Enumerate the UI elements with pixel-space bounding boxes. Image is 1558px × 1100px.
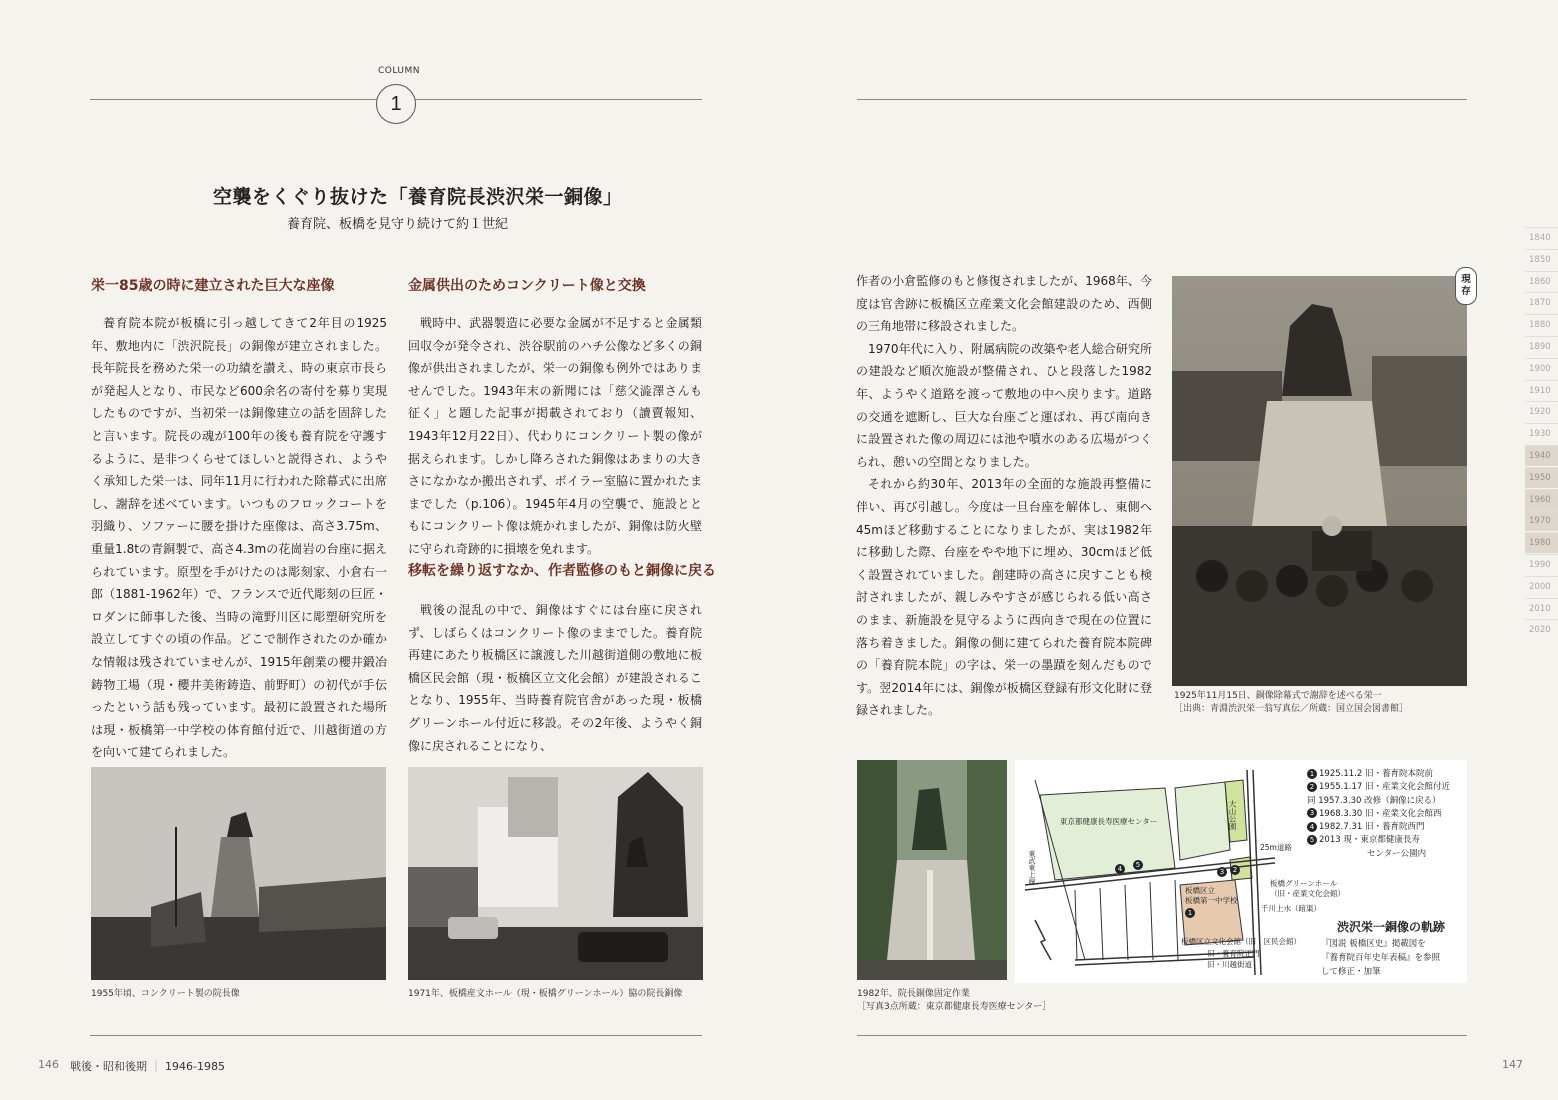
legend-num-1: 1 [1307, 769, 1317, 779]
legend-row-4 [1307, 821, 1465, 834]
legend-place-2b: 改修（銅像に戻る） [1364, 795, 1441, 806]
photo-fixing-1982 [857, 760, 1007, 980]
legend-num-3: 3 [1307, 808, 1317, 818]
legend-num-4: 4 [1307, 822, 1317, 832]
legend-date-3: 1968.3.30 [1319, 808, 1363, 819]
caption-unveiling-line1: 1925年11月15日、銅像除幕式で謝辞を述べる栄一 [1174, 691, 1382, 701]
photo-1971-illustration [408, 767, 703, 980]
caption-photo-1982 [857, 988, 1051, 1014]
legend-place-1: 旧・養育院本院前 [1364, 769, 1433, 779]
section-body-2: 戦時中、武器製造に必要な金属が不足すると金属類回収令が発令され、渋谷駅前のハチ公像など多くの銅像が供出されましたが、栄一の銅像も例外ではありませんでした。1943年末の新聞には「慈父澁澤さんも征く」と題した記事が掲載されており（讀賣報知、1943年12月22日）、代わりにコンクリート製の像が据えられます。しかし降ろされた銅像はあまりの大きさになかなか搬出されず、ボイラー室脇に置かれたままでした（p.106）。1945年4月の空襲で、施設とともにコンクリート像は焼かれましたが、銅像は防火壁に守られ奇跡的に損壊を免れます。 [408, 316, 702, 556]
page-number-right: 147 [1502, 1058, 1523, 1071]
timeline-year-1950: 1950 [1525, 467, 1558, 488]
article-subtitle: 養育院、板橋を見守り続けて約１世紀 [287, 217, 509, 232]
column-number-badge: 1 [376, 84, 416, 124]
footer-era [70, 1058, 225, 1074]
legend-date-1: 1925.11.2 [1319, 769, 1363, 779]
map-label-seimon: 旧・養育院正門 [1207, 949, 1260, 958]
map-greenhall-line2: （旧・産業文化会館） [1270, 889, 1345, 898]
statue-trajectory-map [1015, 760, 1467, 983]
timeline-year-1930: 1930 [1525, 423, 1558, 444]
timeline-year-2010: 2010 [1525, 598, 1558, 619]
bottom-rule-right [857, 1035, 1467, 1036]
map-note-line2: 『養育院百年史年表稿』を参照 [1321, 953, 1441, 963]
timeline-year-2000: 2000 [1525, 576, 1558, 597]
map-label-senkawa: 千川上水（暗渠） [1261, 904, 1321, 913]
timeline-year-1850: 1850 [1525, 249, 1558, 270]
badge-char-2: 存 [1461, 286, 1471, 297]
photo-concrete-statue-1955 [91, 767, 386, 980]
caption-photo-1955: 1955年頃、コンクリート製の院長像 [91, 989, 240, 999]
caption-unveiling-line2: ［出典：青淵渋沢栄一翁写真伝／所蔵：国立国会図書館］ [1174, 704, 1409, 714]
map-note [1321, 937, 1440, 979]
map-marker-3: 3 [1217, 867, 1227, 877]
timeline-year-1880: 1880 [1525, 314, 1558, 335]
map-title: 渋沢栄一銅像の軌跡 [1337, 920, 1446, 934]
legend-date-2: 1955.1.17 [1319, 782, 1363, 793]
timeline-year-2020: 2020 [1525, 619, 1558, 640]
bottom-rule-left [90, 1035, 702, 1036]
timeline-year-1960: 1960 [1525, 489, 1558, 510]
map-label-bunka: 板橋区立文化会館（旧・区民会館） [1181, 937, 1301, 946]
top-rule-right [857, 99, 1467, 100]
badge-char-1: 現 [1461, 274, 1471, 285]
legend-place-5: 現・東京都健康長寿 [1343, 835, 1420, 846]
timeline-year-1840: 1840 [1525, 227, 1558, 248]
map-label-tobu: 東武東上線 [1028, 850, 1036, 885]
section-heading-1: 栄一85歳の時に建立された巨大な座像 [91, 278, 335, 294]
map-marker-1: 1 [1185, 908, 1195, 918]
section-body-3: 戦後の混乱の中で、銅像はすぐには台座に戻されず、しばらくはコンクリート像のままでした。養育院再建にあたり板橋区に譲渡した川越街道側の敷地に板橋区民会館（現・板橋区立文化会館）が建設されることなり、1955年、当時養育院官舎があった現・板橋グリーンホール付近に移設。その2年後、ようやく銅像に戻されることになり、 [408, 603, 702, 753]
timeline-year-1890: 1890 [1525, 336, 1558, 357]
timeline-year-1990: 1990 [1525, 554, 1558, 575]
map-label-kawagoe: 旧・川越街道 [1207, 960, 1252, 969]
page-number-left: 146 [38, 1058, 59, 1071]
caption-1982-line2: ［写真3点所蔵：東京都健康長寿医療センター］ [857, 1002, 1052, 1012]
legend-row-2b [1307, 795, 1465, 808]
legend-row-3 [1307, 808, 1465, 821]
section-heading-2: 金属供出のためコンクリート像と交換 [408, 278, 646, 294]
map-note-line1: 『図説 板橋区史』掲載図を [1321, 939, 1426, 949]
footer-years: 1946-1985 [165, 1060, 225, 1073]
legend-place-2: 旧・産業文化会館付近 [1364, 782, 1450, 793]
section-body-1: 養育院本院が板橋に引っ越してきて2年目の1925年、敷地内に「渋沢院長」の銅像が建立されました。長年院長を務めた栄一の功績を讃え、時の東京市長らが発起人となり、市民など600余名の寄付を募り実現したものですが、当初栄一は銅像建立の話を固辞したと言います。院長の魂が100年の後も養育院を守護するように、是非つくらせてほしいと説得され、ようやく承知した栄一は、同年11月に行われた除幕式に出席し、謝辞を述べています。いつものフロックコートを羽織り、ソファーに腰を掛けた座像は、高さ3.75m、重量1.8tの青銅製で、高さ4.3mの花崗岩の台座に据えられています。原型を手がけたのは彫刻家、小倉右一郎（1881-1962年）で、フランスで近代彫刻の巨匠・ロダンに師事した後、当時の滝野川区に彫塑研究所を設立してすぐの頃の作品。どこで制作されたのか確かな情報は残されていませんが、1915年創業の櫻井鍛冶鋳物工場（現・櫻井美術鋳造、前野町）の初代が手伝ったという話も残っています。最初に設置された場所は現・板橋第一中学校の体育館付近で、川越街道の方を向いて建てられました。 [91, 316, 387, 760]
map-label-road25: 25m道路 [1260, 843, 1292, 852]
footer-sep: ｜ [150, 1060, 162, 1073]
caption-photo-1971: 1971年、板橋産文ホール（現・板橋グリーンホール）脇の院長銅像 [408, 989, 683, 999]
map-drawing [1015, 760, 1305, 983]
article-title: 空襲をくぐり抜けた「養育院長渋沢栄一銅像」 [213, 186, 623, 208]
timeline-year-1870: 1870 [1525, 292, 1558, 313]
photo-unveiling-1925 [1172, 276, 1467, 686]
map-greenhall-line1: 板橋グリーンホール [1270, 879, 1338, 888]
legend-num-2: 2 [1307, 782, 1317, 792]
section-body-4a: 作者の小倉監修のもと修復されましたが、1968年、今度は官舎跡に板橋区立産業文化会館建設のため、西側の三角地帯に移設されました。 [856, 274, 1152, 334]
map-label-center: 東京都健康長寿医療センター [1060, 817, 1158, 826]
photo-1982-illustration [857, 760, 1007, 980]
legend-row-1 [1307, 768, 1465, 781]
photo-concrete-illustration [91, 767, 386, 980]
timeline-year-1860: 1860 [1525, 271, 1558, 292]
caption-unveiling [1174, 690, 1408, 716]
legend-row-5 [1307, 834, 1465, 847]
map-label-park: 大山公園 [1228, 800, 1237, 830]
map-label-school [1185, 886, 1238, 906]
existing-badge [1455, 267, 1477, 305]
map-school-line2: 板橋第一中学校 [1185, 896, 1238, 905]
photo-unveiling-illustration [1172, 276, 1467, 686]
timeline-year-1910: 1910 [1525, 380, 1558, 401]
map-school-line1: 板橋区立 [1185, 886, 1215, 895]
map-marker-2: 2 [1230, 865, 1240, 875]
map-legend [1307, 768, 1465, 861]
column-label: COLUMN [378, 66, 421, 76]
footer-era-label: 戦後・昭和後期 [70, 1060, 147, 1073]
section-body-4c: それから約30年、2013年の全面的な施設再整備に伴い、再び引越し。今度は一旦台座を解体し、東側へ45mほど移動することになりましたが、実は1982年に移動した際、台座をやや地下に埋め、30cmほど低く設置されていました。創建時の高さに戻すことも検討されましたが、親しみやすさが感じられる低い高さのまま、新施設を見守るように西向きで現在の位置に落ち着きました。銅像の側に建てられた養育院本院碑の「養育院本院」の字は、栄一の墨蹟を刻んだものです。翌2014年には、銅像が板橋区登録有形文化財に登録されました。 [856, 477, 1152, 718]
map-marker-4: 4 [1115, 864, 1125, 874]
map-marker-5: 5 [1133, 860, 1143, 870]
timeline-year-1940: 1940 [1525, 445, 1558, 466]
map-note-line3: して修正・加筆 [1321, 967, 1381, 977]
legend-num-5: 5 [1307, 835, 1317, 845]
legend-date-5: 2013 [1319, 835, 1341, 846]
timeline-year-1900: 1900 [1525, 358, 1558, 379]
legend-date-4: 1982.7.31 [1319, 822, 1363, 833]
legend-place-3: 旧・産業文化会館西 [1364, 808, 1442, 819]
legend-place-4: 旧・養育院西門 [1364, 822, 1425, 833]
timeline-year-1920: 1920 [1525, 401, 1558, 422]
section-body-4b: 1970年代に入り、附属病院の改築や老人総合研究所の建設など順次施設が整備され、ひと段落した1982年、ようやく道路を渡って敷地の中へ戻ります。道路の交通を遮断し、巨大な台座ごと運ばれ、再び南向きに設置された像の周辺には池や噴水のある広場がつくられ、憩いの空間となりました。 [856, 341, 1152, 469]
era-timeline [1525, 227, 1558, 647]
legend-date-2b: 同 1957.3.30 [1307, 795, 1362, 806]
caption-1982-line1: 1982年、院長銅像固定作業 [857, 989, 970, 999]
legend-row-2 [1307, 781, 1465, 794]
legend-place-5b: センター公園内 [1367, 848, 1427, 859]
timeline-year-1970: 1970 [1525, 510, 1558, 531]
right-text-block [856, 270, 1152, 722]
legend-row-5b [1307, 848, 1465, 861]
timeline-year-1980: 1980 [1525, 532, 1558, 553]
section-heading-3: 移転を繰り返すなか、作者監修のもと銅像に戻る [408, 563, 716, 579]
photo-bronze-1971 [408, 767, 703, 980]
map-label-greenhall [1270, 879, 1345, 899]
